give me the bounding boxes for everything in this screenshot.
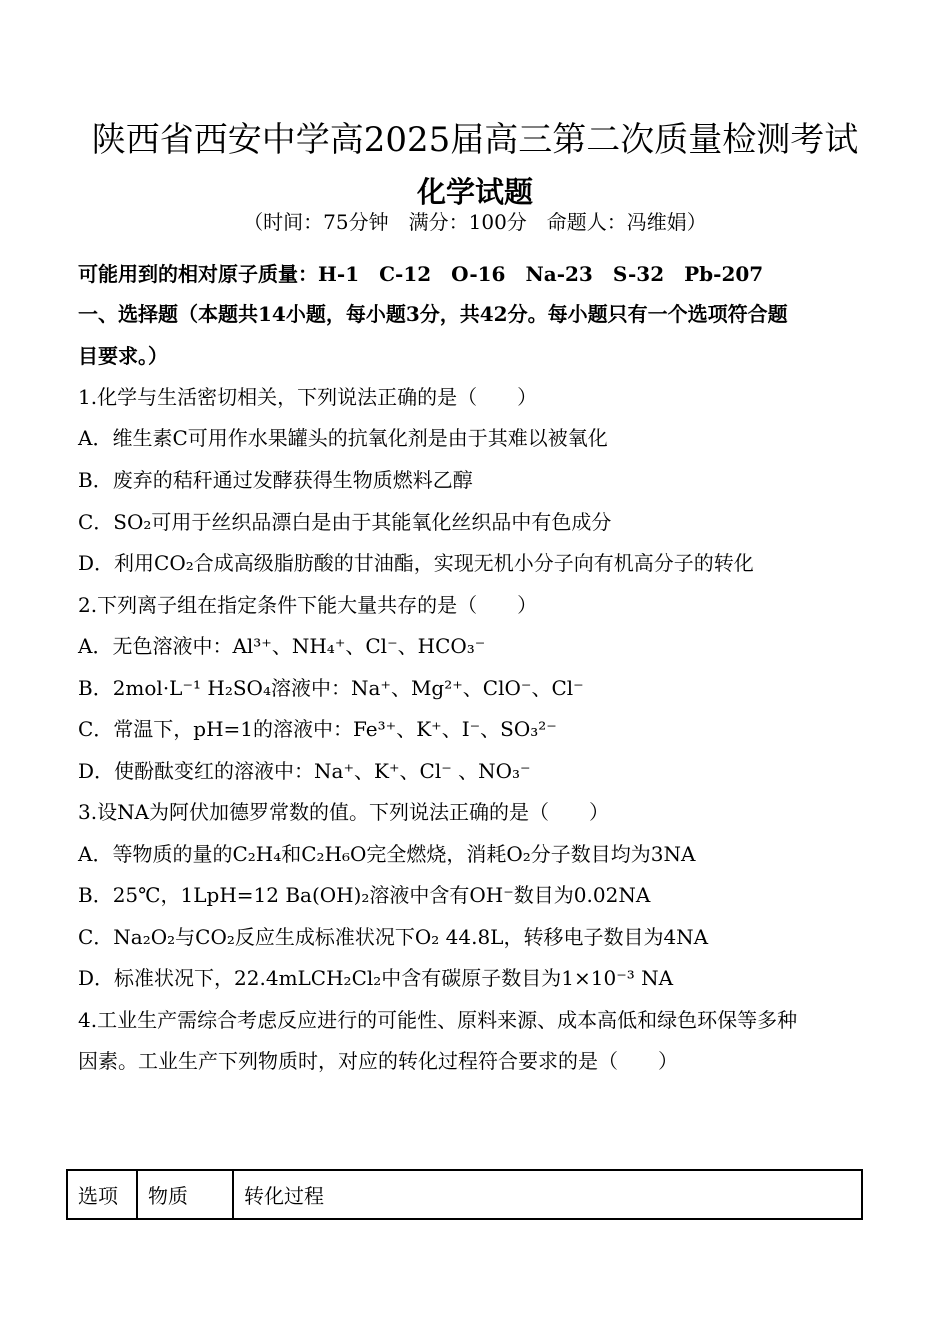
section-heading-line1: 一、选择题（本题共14小题，每小题3分，共42分。每小题只有一个选项符合题 [78,302,788,326]
question-2-option-a: A．无色溶液中：Al³⁺、NH₄⁺、Cl⁻、HCO₃⁻ [78,634,486,658]
question-3-option-c: C．Na₂O₂与CO₂反应生成标准状况下O₂ 44.8L，转移电子数目为4NA [78,925,709,949]
table-header-substance: 物质 [137,1170,233,1219]
question-4-stem-line1: 4.工业生产需综合考虑反应进行的可能性、原料来源、成本高低和绿色环保等多种 [78,1008,798,1032]
question-1-option-c: C．SO₂可用于丝织品漂白是由于其能氧化丝织品中有色成分 [78,510,612,534]
atomic-masses: 可能用到的相对原子质量：H-1 C-12 O-16 Na-23 S-32 Pb-207 [78,262,764,286]
table-header-process: 转化过程 [233,1170,862,1219]
exam-info: （时间：75分钟 满分：100分 命题人：冯维娟） [243,210,707,234]
question-3-stem: 3.设NA为阿伏加德罗常数的值。下列说法正确的是（ ） [78,800,610,824]
question-1-option-d: D．利用CO₂合成高级脂肪酸的甘油酯，实现无机小分子向有机高分子的转化 [78,551,754,575]
section-heading-line2: 目要求。） [78,344,168,368]
question-1-option-a: A．维生素C可用作水果罐头的抗氧化剂是由于其难以被氧化 [78,426,608,450]
question-3-option-d: D．标准状况下，22.4mLCH₂Cl₂中含有碳原子数目为1×10⁻³ NA [78,966,674,990]
question-2-option-c: C．常温下，pH=1的溶液中：Fe³⁺、K⁺、I⁻、SO₃²⁻ [78,717,557,741]
question-4-stem-line2: 因素。工业生产下列物质时，对应的转化过程符合要求的是（ ） [78,1049,678,1073]
table-header-option: 选项 [67,1170,137,1219]
exam-subtitle: 化学试题 [416,175,533,209]
question-3-option-a: A．等物质的量的C₂H₄和C₂H₆O完全燃烧，消耗O₂分子数目均为3NA [78,842,696,866]
table-header-row [67,1170,862,1219]
exam-title: 陕西省西安中学高2025届高三第二次质量检测考试 [91,120,859,160]
question-1-stem: 1.化学与生活密切相关，下列说法正确的是（ ） [78,385,538,409]
question-2-option-d: D．使酚酞变红的溶液中：Na⁺、K⁺、Cl⁻ 、NO₃⁻ [78,759,531,783]
options-table [66,1169,863,1220]
question-1-option-b: B．废弃的秸秆通过发酵获得生物质燃料乙醇 [78,468,473,492]
question-2-option-b: B．2mol·L⁻¹ H₂SO₄溶液中：Na⁺、Mg²⁺、ClO⁻、Cl⁻ [78,676,584,700]
question-2-stem: 2.下列离子组在指定条件下能大量共存的是（ ） [78,593,538,617]
question-3-option-b: B．25℃，1LpH=12 Ba(OH)₂溶液中含有OH⁻数目为0.02NA [78,883,651,907]
